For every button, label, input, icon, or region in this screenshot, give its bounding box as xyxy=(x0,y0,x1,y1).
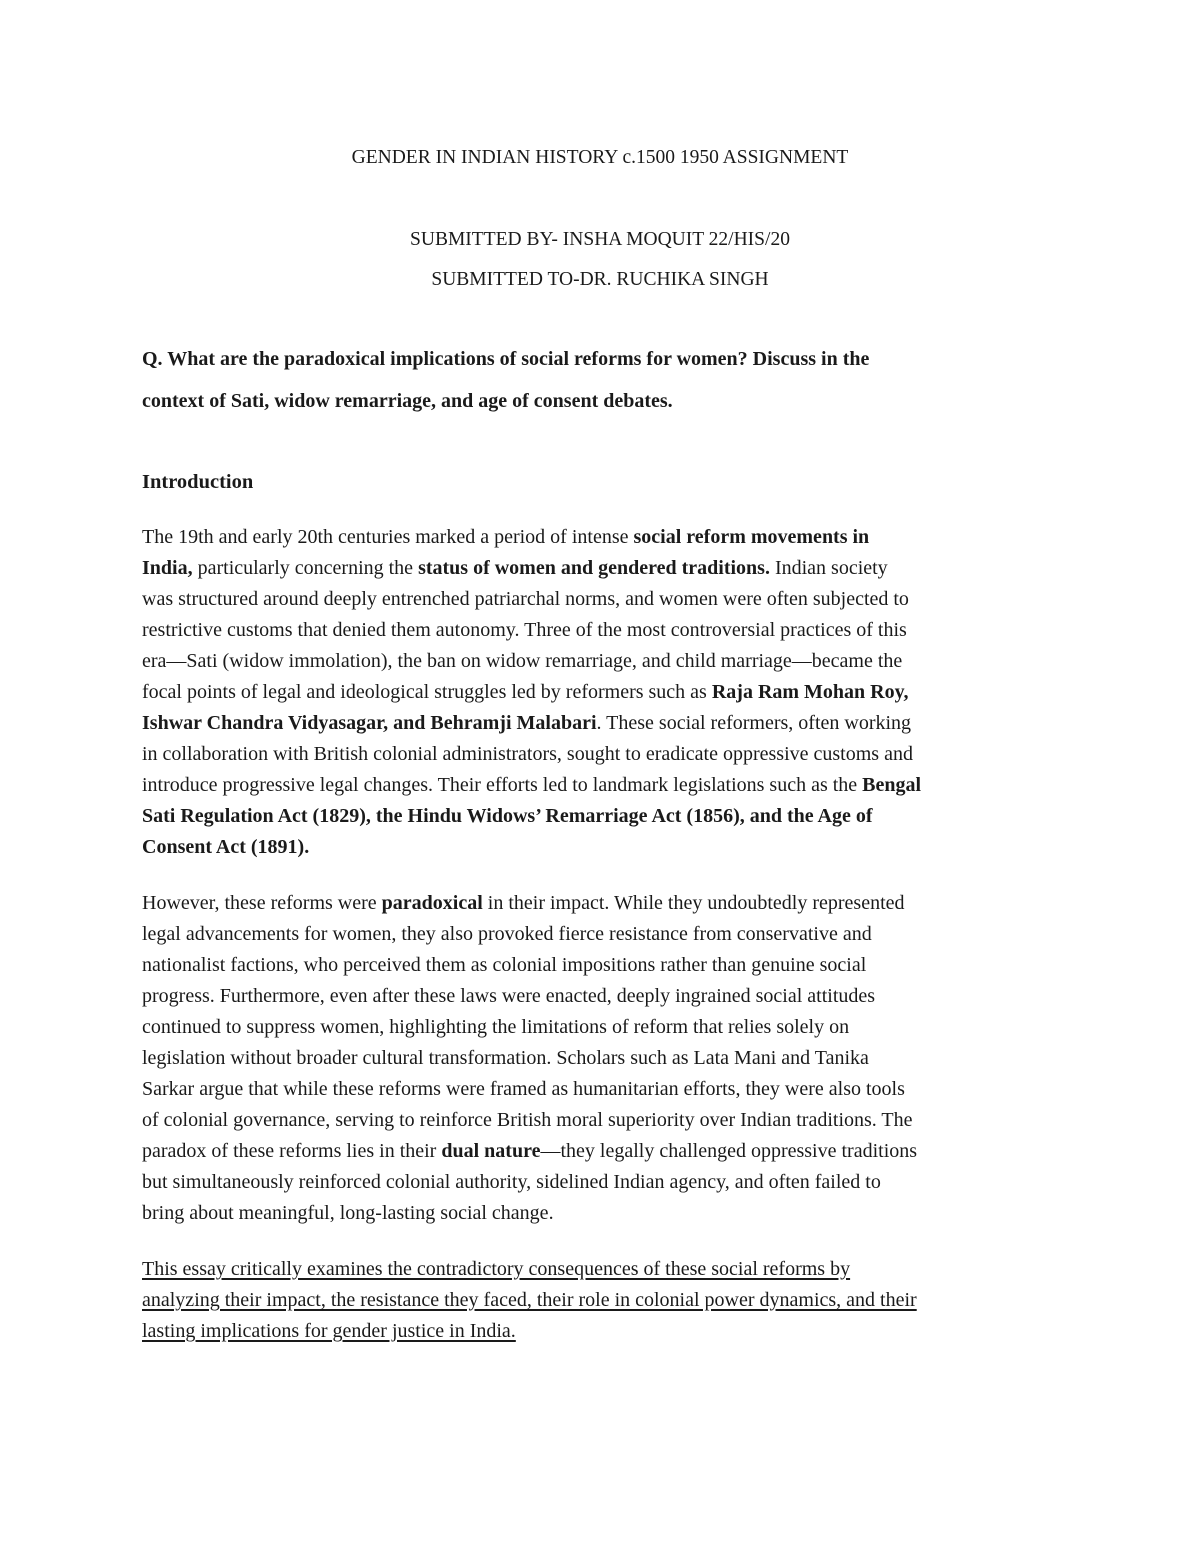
paragraph-line: in collaboration with British colonial administrators, sought to eradicate oppressive customs and xyxy=(142,743,913,765)
submitted-to: SUBMITTED TO-DR. RUCHIKA SINGH xyxy=(431,269,769,290)
paragraph-line: era—Sati (widow immolation), the ban on widow remarriage, and child marriage—became the xyxy=(142,650,903,672)
bold-text: India, xyxy=(142,557,193,579)
paragraph-line: legislation without broader cultural transformation. Scholars such as Lata Mani and Tanika xyxy=(142,1047,869,1069)
paragraph-line: of colonial governance, serving to reinforce British moral superiority over Indian traditions. The xyxy=(142,1109,913,1131)
paragraph-line xyxy=(142,1316,1062,1347)
paragraph-line xyxy=(142,770,1062,801)
paragraph-line xyxy=(142,522,1062,553)
underlined-text: This essay critically examines the contradictory consequences of these social reforms by xyxy=(142,1258,851,1280)
assignment-title: GENDER IN INDIAN HISTORY c.1500 1950 ASSIGNMENT xyxy=(351,147,849,168)
text-run: focal points of legal and ideological struggles led by reformers such as xyxy=(142,681,712,703)
paragraph-line: bring about meaningful, long-lasting social change. xyxy=(142,1202,554,1224)
paragraph-line xyxy=(142,832,1062,863)
assignment-question xyxy=(142,338,1062,422)
paragraph-line: continued to suppress women, highlighting the limitations of reform that relies solely on xyxy=(142,1016,850,1038)
paragraph-line: progress. Furthermore, even after these laws were enacted, deeply ingrained social attitudes xyxy=(142,985,876,1007)
bold-text: Sati Regulation Act (1829), the Hindu Widows’ Remarriage Act (1856), and the Age of xyxy=(142,805,873,827)
bold-text: status of women and gendered traditions. xyxy=(418,557,770,579)
text-run: particularly concerning the xyxy=(192,557,419,579)
bold-text: paradoxical xyxy=(381,892,483,914)
bold-text: Bengal xyxy=(862,774,922,796)
paragraph-line xyxy=(142,1254,1062,1285)
paragraph-line: Sarkar argue that while these reforms were framed as humanitarian efforts, they were also tools xyxy=(142,1078,905,1100)
bold-text: Raja Ram Mohan Roy, xyxy=(711,681,909,703)
paragraph-line xyxy=(142,1285,1062,1316)
text-run: . These social reformers, often working xyxy=(596,712,912,734)
paragraph-line xyxy=(142,1136,1062,1167)
question-line: Q. What are the paradoxical implications of social reforms for women? Discuss in the xyxy=(142,348,870,370)
bold-text: social reform movements in xyxy=(633,526,870,548)
text-run: The 19th and early 20th centuries marked a period of intense xyxy=(142,526,634,548)
text-run: paradox of these reforms lies in their xyxy=(142,1140,442,1162)
bold-text: Ishwar Chandra Vidyasagar, and Behramji Malabari xyxy=(142,712,597,734)
paragraph-line: nationalist factions, who perceived them as colonial impositions rather than genuine social xyxy=(142,954,867,976)
text-run: introduce progressive legal changes. Their efforts led to landmark legislations such as the xyxy=(142,774,863,796)
paragraph-line: restrictive customs that denied them autonomy. Three of the most controversial practices of this xyxy=(142,619,907,641)
paragraph-line: was structured around deeply entrenched patriarchal norms, and women were often subjected to xyxy=(142,588,909,610)
submitted-by: SUBMITTED BY- INSHA MOQUIT 22/HIS/20 xyxy=(410,229,790,250)
paragraph-line: legal advancements for women, they also provoked fierce resistance from conservative and xyxy=(142,923,872,945)
paragraph-line xyxy=(142,553,1062,584)
bold-text: Consent Act (1891). xyxy=(142,836,310,858)
intro-paragraph-2 xyxy=(142,888,1062,1229)
paragraph-line xyxy=(142,801,1062,832)
text-run: Indian society xyxy=(769,557,888,579)
introduction-heading: Introduction xyxy=(142,471,254,493)
text-run: in their impact. While they undoubtedly represented xyxy=(482,892,905,914)
thesis-statement xyxy=(142,1254,1062,1347)
question-line: context of Sati, widow remarriage, and age of consent debates. xyxy=(142,390,673,412)
paragraph-line xyxy=(142,677,1062,708)
paragraph-line xyxy=(142,888,1062,919)
bold-text: dual nature xyxy=(441,1140,541,1162)
intro-paragraph-1 xyxy=(142,522,1062,863)
underlined-text: analyzing their impact, the resistance they faced, their role in colonial power dynamics, and their xyxy=(142,1289,917,1311)
paragraph-line: but simultaneously reinforced colonial authority, sidelined Indian agency, and often failed to xyxy=(142,1171,881,1193)
underlined-text: lasting implications for gender justice in India. xyxy=(142,1320,516,1342)
paragraph-line xyxy=(142,708,1062,739)
text-run: However, these reforms were xyxy=(142,892,382,914)
text-run: —they legally challenged oppressive traditions xyxy=(540,1140,918,1162)
